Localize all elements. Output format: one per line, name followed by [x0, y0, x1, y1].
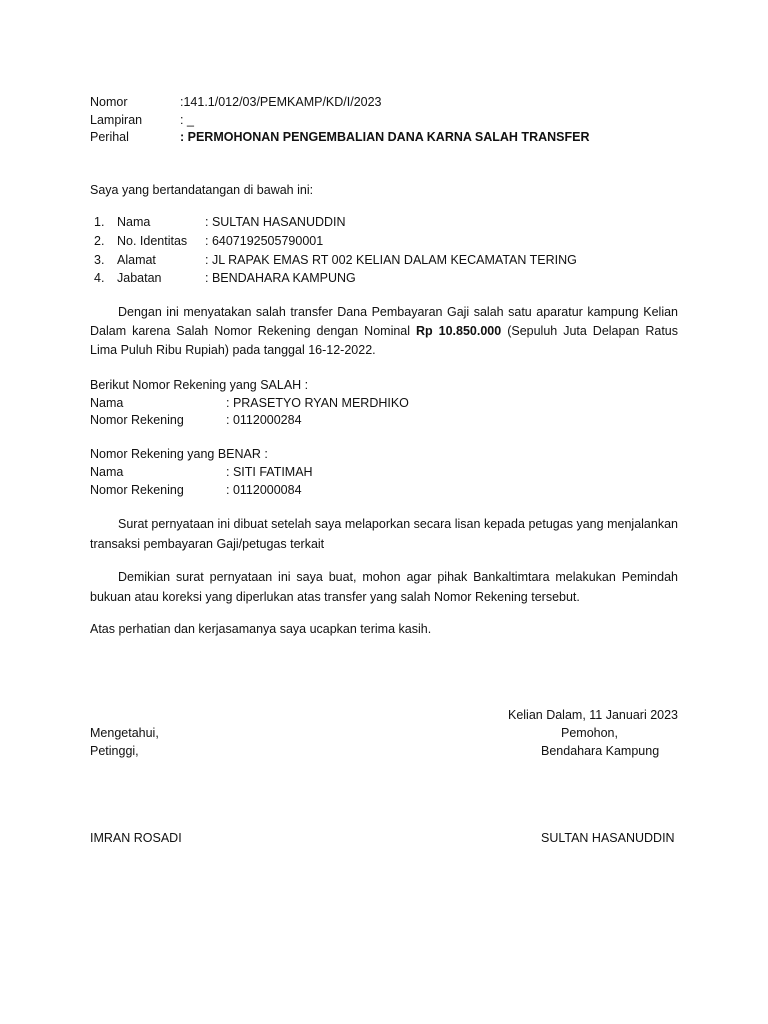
identity-value-identitas: : 6407192505790001: [205, 234, 324, 248]
wrong-account-number: : 0112000284: [226, 413, 302, 427]
wrong-account-label: Nomor Rekening: [90, 413, 184, 427]
lampiran-value: : _: [180, 113, 194, 127]
identity-label-alamat: Alamat: [117, 253, 156, 267]
perihal-label: Perihal: [90, 130, 129, 144]
identity-label-jabatan: Jabatan: [117, 271, 162, 285]
identity-value-nama: : SULTAN HASANUDDIN: [205, 215, 346, 229]
request-paragraph: Demikian surat pernyataan ini saya buat, mohon agar pihak Bankaltimtara melakukan Pemindah bukuan atau koreksi yang diperlukan atas transfer yang salah Nomor Rekening tersebut.: [90, 570, 678, 604]
right-title-line2: Bendahara Kampung: [541, 744, 660, 758]
right-signatory-name: SULTAN HASANUDDIN: [541, 831, 675, 845]
statement-text-before: Dengan ini menyatakan salah transfer Dana Pembayaran Gaji salah satu aparatur kampung Kelian Dalam karena Salah Nomor Rekening dengan Nominal: [90, 305, 678, 338]
wrong-name-value: : PRASETYO RYAN MERDHIKO: [226, 396, 409, 410]
left-title-line1: Mengetahui,: [90, 726, 159, 740]
right-account-label: Nomor Rekening: [90, 483, 184, 497]
identity-value-jabatan: : BENDAHARA KAMPUNG: [205, 271, 356, 285]
identity-value-alamat: : JL RAPAK EMAS RT 002 KELIAN DALAM KECAMATAN TERING: [205, 253, 577, 267]
list-number: 1.: [94, 215, 105, 229]
closing-text: Atas perhatian dan kerjasamanya saya ucapkan terima kasih.: [90, 622, 432, 636]
wrong-account-heading: Berikut Nomor Rekening yang SALAH :: [90, 378, 309, 392]
identity-label-nama: Nama: [117, 215, 151, 229]
statement-paragraph: [90, 303, 678, 360]
report-paragraph: Surat pernyataan ini dibuat setelah saya melaporkan secara lisan kepada petugas yang menjalankan transaksi pembayaran Gaji/petugas terkait: [90, 517, 678, 551]
list-number: 3.: [94, 253, 105, 267]
wrong-name-label: Nama: [90, 396, 124, 410]
list-number: 2.: [94, 234, 105, 248]
statement-text-after: (Sepuluh Juta Delapan Ratus Lima Puluh Ribu Rupiah) pada tanggal 16-12-2022.: [90, 324, 678, 357]
nomor-value: :141.1/012/03/PEMKAMP/KD/I/2023: [180, 95, 382, 109]
left-title-line2: Petinggi,: [90, 744, 139, 758]
right-name-value: : SITI FATIMAH: [226, 465, 313, 479]
right-account-heading: Nomor Rekening yang BENAR :: [90, 447, 268, 461]
right-account-number: : 0112000084: [226, 483, 302, 497]
lampiran-label: Lampiran: [90, 113, 143, 127]
identity-label-identitas: No. Identitas: [117, 234, 188, 248]
perihal-value: : PERMOHONAN PENGEMBALIAN DANA KARNA SALAH TRANSFER: [180, 130, 590, 144]
nomor-label: Nomor: [90, 95, 128, 109]
right-name-label: Nama: [90, 465, 124, 479]
right-title-line1: Pemohon,: [561, 726, 618, 740]
list-number: 4.: [94, 271, 105, 285]
left-signatory-name: IMRAN ROSADI: [90, 831, 182, 845]
transfer-amount: Rp 10.850.000: [416, 324, 502, 338]
place-date: Kelian Dalam, 11 Januari 2023: [507, 708, 678, 722]
intro-text: Saya yang bertandatangan di bawah ini:: [90, 183, 314, 197]
